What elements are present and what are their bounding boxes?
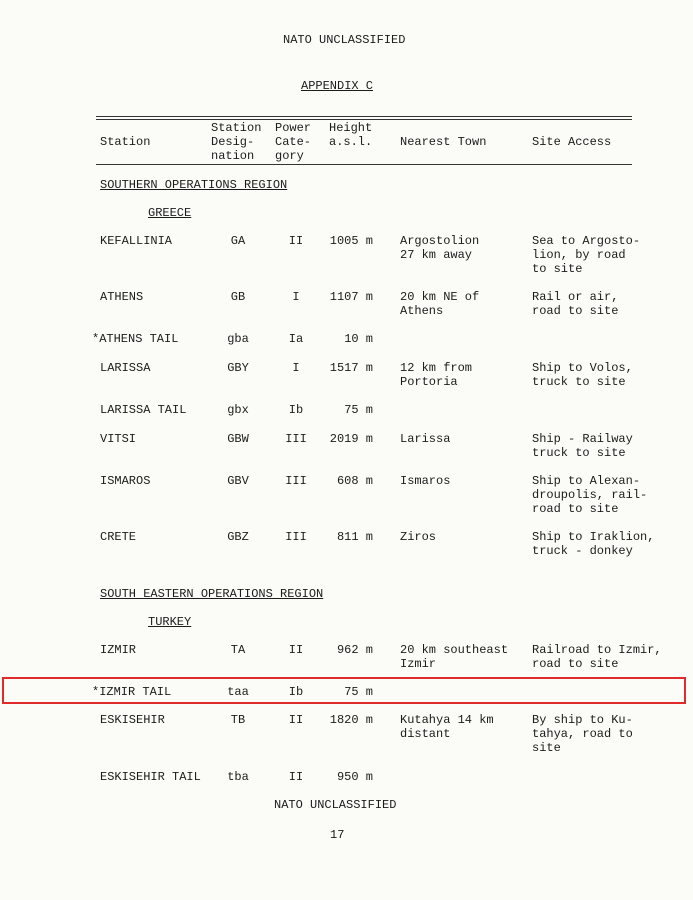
- header-rule-bottom: [96, 164, 632, 165]
- station-designation: gba: [227, 332, 249, 346]
- nearest-town: 20 km southeast Izmir: [400, 643, 509, 671]
- station-name: *ATHENS TAIL: [92, 332, 179, 346]
- country-heading: TURKEY: [148, 615, 192, 629]
- height-asl: 962 m: [336, 643, 373, 657]
- height-asl: 1517 m: [329, 361, 373, 375]
- station-designation: gbx: [227, 403, 249, 417]
- height-asl: 811 m: [336, 530, 373, 544]
- height-asl: 75 m: [344, 685, 373, 699]
- power-category: II: [288, 713, 304, 727]
- page-title: APPENDIX C: [301, 79, 374, 93]
- station-designation: GBV: [227, 474, 249, 488]
- station-designation: GB: [230, 290, 246, 304]
- col-header-access: Site Access: [532, 135, 612, 149]
- site-access: Ship to Volos, truck to site: [532, 361, 633, 389]
- station-designation: GBW: [227, 432, 249, 446]
- page-number: 17: [330, 828, 345, 842]
- station-designation: GBZ: [227, 530, 249, 544]
- station-name: KEFALLINIA: [100, 234, 173, 248]
- station-designation: GA: [230, 234, 246, 248]
- col-header-town: Nearest Town: [400, 135, 487, 149]
- power-category: II: [288, 234, 304, 248]
- nearest-town: Ismaros: [400, 474, 451, 488]
- power-category: I: [292, 361, 300, 375]
- site-access: Ship - Railway truck to site: [532, 432, 633, 460]
- power-category: III: [285, 474, 307, 488]
- height-asl: 950 m: [336, 770, 373, 784]
- classification-header: NATO UNCLASSIFIED: [283, 33, 406, 47]
- nearest-town: 20 km NE of Athens: [400, 290, 480, 318]
- site-access: By ship to Ku- tahya, road to site: [532, 713, 633, 755]
- col-header-station: Station: [100, 135, 151, 149]
- station-name: ISMAROS: [100, 474, 151, 488]
- classification-footer: NATO UNCLASSIFIED: [274, 798, 397, 812]
- station-name: IZMIR: [100, 643, 137, 657]
- station-name: LARISSA: [100, 361, 151, 375]
- station-designation: TA: [230, 643, 246, 657]
- nearest-town: Argostolion 27 km away: [400, 234, 480, 262]
- header-rule-top: [96, 116, 632, 117]
- power-category: III: [285, 432, 307, 446]
- height-asl: 1107 m: [329, 290, 373, 304]
- station-designation: taa: [227, 685, 249, 699]
- station-name: *IZMIR TAIL: [92, 685, 172, 699]
- height-asl: 75 m: [344, 403, 373, 417]
- station-name: ESKISEHIR TAIL: [100, 770, 201, 784]
- site-access: Railroad to Izmir, road to site: [532, 643, 662, 671]
- col-header-height: Height a.s.l.: [329, 121, 373, 149]
- site-access: Ship to Iraklion, truck - donkey: [532, 530, 655, 558]
- nearest-town: Ziros: [400, 530, 437, 544]
- col-header-power: Power Cate- gory: [275, 121, 312, 163]
- nearest-town: Kutahya 14 km distant: [400, 713, 494, 741]
- col-header-designation: Station Desig- nation: [211, 121, 262, 163]
- station-designation: tba: [227, 770, 249, 784]
- station-name: ATHENS: [100, 290, 144, 304]
- country-heading: GREECE: [148, 206, 192, 220]
- site-access: Ship to Alexan- droupolis, rail- road to site: [532, 474, 648, 516]
- station-name: LARISSA TAIL: [100, 403, 187, 417]
- region-heading: SOUTHERN OPERATIONS REGION: [100, 178, 288, 192]
- nearest-town: Larissa: [400, 432, 451, 446]
- station-name: CRETE: [100, 530, 137, 544]
- power-category: II: [288, 643, 304, 657]
- height-asl: 608 m: [336, 474, 373, 488]
- height-asl: 10 m: [344, 332, 373, 346]
- station-designation: TB: [230, 713, 246, 727]
- power-category: Ib: [288, 685, 304, 699]
- power-category: III: [285, 530, 307, 544]
- height-asl: 2019 m: [329, 432, 373, 446]
- power-category: I: [292, 290, 300, 304]
- station-name: VITSI: [100, 432, 137, 446]
- station-name: ESKISEHIR: [100, 713, 165, 727]
- power-category: Ib: [288, 403, 304, 417]
- power-category: Ia: [288, 332, 304, 346]
- region-heading: SOUTH EASTERN OPERATIONS REGION: [100, 587, 324, 601]
- site-access: Rail or air, road to site: [532, 290, 619, 318]
- height-asl: 1005 m: [329, 234, 373, 248]
- site-access: Sea to Argosto- lion, by road to site: [532, 234, 641, 276]
- header-rule-top-2: [96, 119, 632, 120]
- power-category: II: [288, 770, 304, 784]
- station-designation: GBY: [227, 361, 249, 375]
- height-asl: 1820 m: [329, 713, 373, 727]
- nearest-town: 12 km from Portoria: [400, 361, 473, 389]
